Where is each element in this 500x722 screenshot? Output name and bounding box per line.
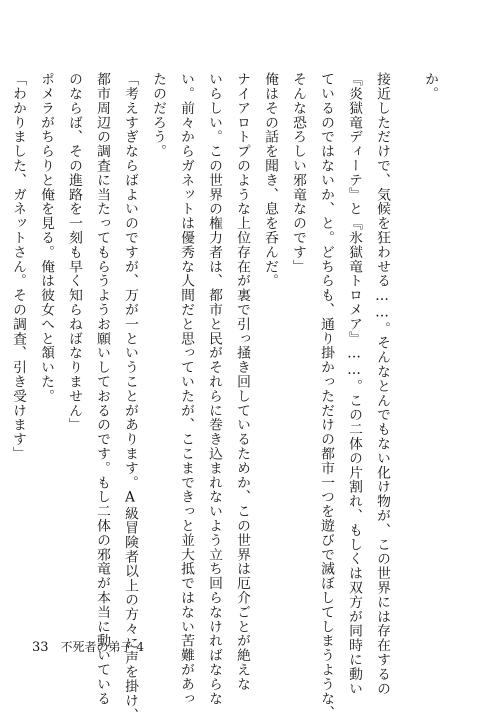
text-line: か。 <box>422 72 438 101</box>
page-number: 33 <box>32 640 49 655</box>
text-line: ポメラがちらりと俺を見る。俺は彼女へと頷いた。 <box>38 72 54 404</box>
paragraph-gap <box>396 72 416 672</box>
text-line: 「わかりました、ガネットさん。その調査、引き受けます」 <box>10 72 26 461</box>
page-footer <box>32 638 144 655</box>
text-line: 俺はその話を聞き、息を呑んだ。 <box>262 72 278 288</box>
text-line: 接近しただけで、気候を狂わせる……。そんなとんでもない化け物が、この世界には存在するの <box>374 72 390 696</box>
text-line: い。前々からガネットは優秀な人間だと思っていたが、ここまできっと並大抵ではない苦難があっ <box>178 72 194 706</box>
body-text-column <box>10 72 444 722</box>
text-line: いらしい。この世界の権力者は、都市と民がそれらに巻き込まれないよう立ち回らなければならな <box>206 72 222 706</box>
text-line: ているのではないか、と。どちらも、通り掛かっただけの都市一つを遊びで滅ぼしてしまうような、 <box>318 72 334 720</box>
text-line: 「考えすぎならばよいのですが、万が一ということがあります。A級冒険者以上の方々に声を掛け、 <box>122 72 138 722</box>
text-line: 都市周辺の調査に当たってもらうようお願いしておるのです。もし二体の邪竜が本当に動いている <box>94 72 110 706</box>
book-title: 不死者の弟子 4 <box>60 640 144 654</box>
text-line: たのだろう。 <box>150 72 166 159</box>
text-line: そんな恐ろしい邪竜なのです」 <box>290 72 306 274</box>
text-line: 『炎獄竜ディーテ』と『氷獄竜トロメア』……。この二体の片割れ、もしくは双方が同時に動い <box>346 72 362 696</box>
text-line: ナイアロトプのような上位存在が裏で引っ掻き回しているためか、この世界は厄介ごとが絶えな <box>234 72 250 692</box>
text-line: のならば、その進路を一刻も早く知らねばなりません」 <box>66 72 82 432</box>
